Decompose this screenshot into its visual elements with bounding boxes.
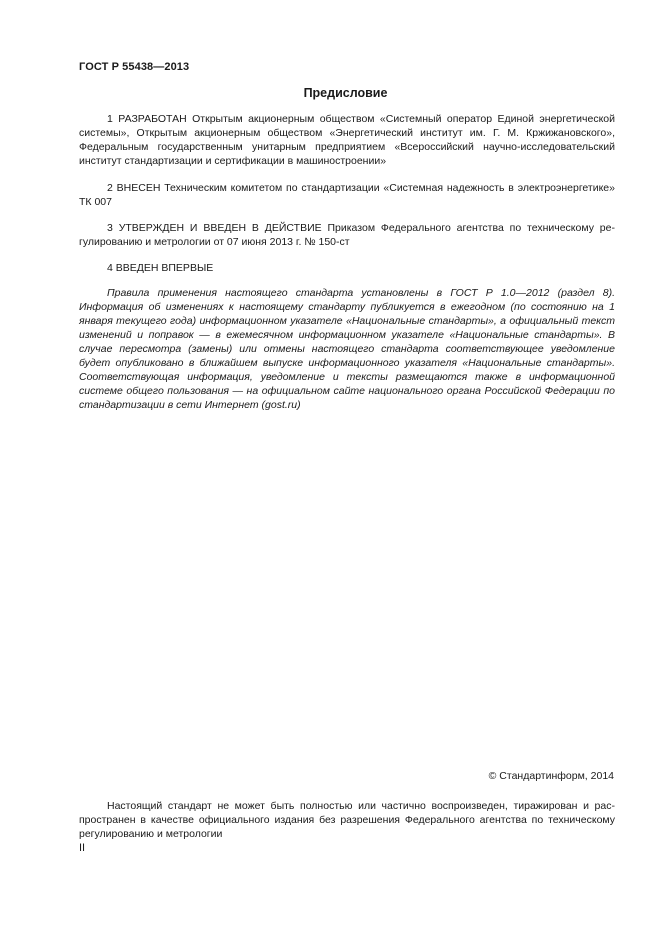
copyright-notice: © Стандартинформ, 2014 (488, 770, 614, 782)
preface-title: Предисловие (303, 86, 388, 100)
preface-item-2: 2 ВНЕСЕН Техническим комитетом по стандартизации «Системная надежность в электроэнергетике» ТК 007 (79, 182, 615, 208)
preface-item-3: 3 УТВЕРЖДЕН И ВВЕДЕН В ДЕЙСТВИЕ Приказом Федерального агентства по техническому регулированию и метрологии от 07 июня 2013 г. № 150-ст (79, 222, 615, 248)
page-number: II (79, 842, 86, 854)
preface-item-4: 4 ВВЕДЕН ВПЕРВЫЕ (107, 262, 214, 274)
rules-of-application-note: Правила применения настоящего стандарта установлены в ГОСТ Р 1.0—2012 (раздел 8). Информация об изменениях к настоящему стандарту публикуется в ежегодном (по состоянию на 1 января текущего года) информационном указателе «Национальные стандарты», а официальный текст изменений и поправок — в ежемесячном информационном указателе «Национальные стандарты». В случае пересмотра (замены) или отмены настоящего стандарта соответствующее уведомление будет опубликовано в ближайшем выпуске информационного указателя «Национальные стандарты». Соответствующая информация, уведомление и тексты размещаются также в информационной системе общего пользования — на официальном сайте национального органа Российской Федерации по стандартизации в сети Интернет (gost.ru) (79, 287, 615, 411)
reproduction-notice: Настоящий стандарт не может быть полностью или частично воспроизведен, тиражирован и распространен в качестве официального издания без разрешения Федерального агентства по техническому регулированию и метрологии (79, 800, 615, 840)
preface-item-1: 1 РАЗРАБОТАН Открытым акционерным обществом «Системный оператор Единой энергетической системы», Открытым акционерным обществом «Энергетический институт им. Г. М. Кржижановского», Федеральным государственным унитарным предприятием «Всероссийский научно-исследовательский институт стандартизации и сертификации в машиностроении» (79, 113, 615, 167)
document-code: ГОСТ Р 55438—2013 (79, 61, 190, 73)
